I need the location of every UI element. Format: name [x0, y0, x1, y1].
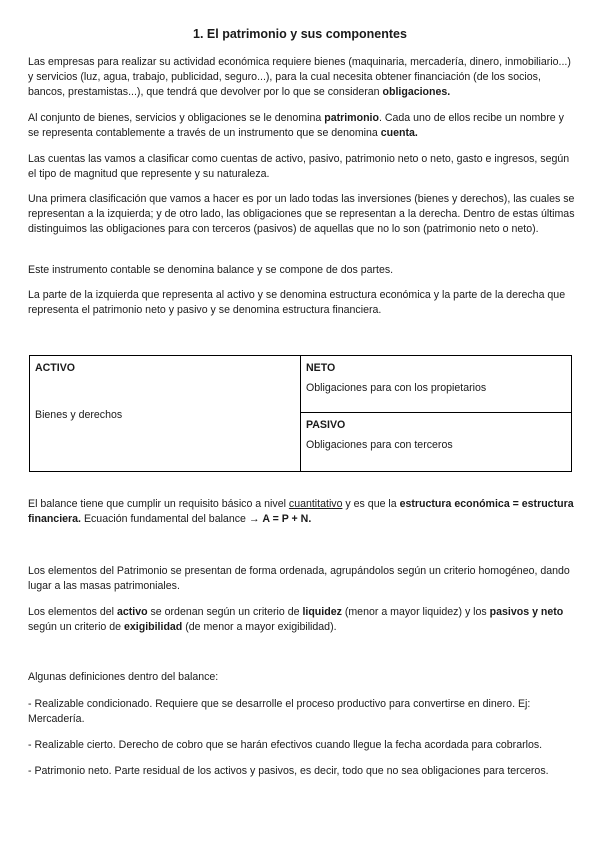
orden-text-3: (menor a mayor liquidez) y los	[341, 606, 490, 618]
pasivo-cell	[301, 413, 572, 472]
intro-bold: obligaciones.	[382, 86, 451, 98]
neto-heading: NETO	[306, 362, 336, 374]
paragraph-balance: Este instrumento contable se denomina balance y se compone de dos partes.	[28, 264, 394, 276]
orden-text-5: (de menor a mayor exigibilidad).	[182, 621, 337, 633]
paragraph-cuentas: Las cuentas las vamos a clasificar como cuentas de activo, pasivo, patrimonio neto o neto, gasto e ingresos, según el tipo de magnitud que represente y su naturaleza.	[28, 153, 570, 180]
patrimonio-text-1: Al conjunto de bienes, servicios y obligaciones se le denomina	[28, 112, 325, 124]
activo-heading: ACTIVO	[35, 362, 76, 374]
paragraph-estructura: La parte de la izquierda que representa al activo y se denomina estructura económica y la parte de la derecha que representa el patrimonio neto y pasivo y se denomina estructura financiera.	[28, 289, 566, 316]
ecuacion-text-1: El balance tiene que cumplir un requisito básico a nivel	[28, 498, 289, 510]
activo-cell	[30, 356, 301, 472]
orden-text-1: Los elementos del	[28, 606, 117, 618]
section-title: 1. El patrimonio y sus componentes	[193, 27, 407, 41]
paragraph-masas: Los elementos del Patrimonio se presentan de forma ordenada, agrupándolos según un criterio homogéneo, dando lugar a las masas patrimoniales.	[28, 565, 570, 592]
pasivo-heading: PASIVO	[306, 419, 346, 432]
cuantitativo-underline: cuantitativo	[288, 498, 343, 510]
exigibilidad-bold: exigibilidad	[124, 621, 183, 633]
pasivos-neto-bold: pasivos y neto	[489, 606, 564, 618]
definition-patrimonio-neto: - Patrimonio neto. Parte residual de los activos y pasivos, es decir, todo que no sea obligaciones para terceros.	[28, 765, 549, 777]
patrimonio-text-2: . Cada uno de ellos recibe un nombre y se representa contablemente a través de un instrumento que se denomina	[28, 112, 564, 139]
estructura-bold: estructura económica = estructura financiera.	[28, 498, 574, 525]
liquidez-bold: liquidez	[302, 606, 342, 618]
paragraph-clasificacion: Una primera clasificación que vamos a hacer es por un lado todas las inversiones (bienes y derechos), las cuales se representan a la izquierda; y de otro lado, las obligaciones que se representan a la derecha. Dentro de estas últimas distinguimos las obligaciones para con terceros (pasivos) de aquellas que no lo son (patrimonio neto o neto).	[28, 193, 575, 235]
ecuacion-text-3: Ecuación fundamental del balance →	[81, 513, 263, 525]
paragraph-intro	[28, 55, 576, 100]
activo-bold: activo	[116, 606, 148, 618]
orden-text-2: se ordenan según un criterio de	[147, 606, 303, 618]
cuenta-bold: cuenta.	[380, 127, 418, 139]
paragraph-orden	[28, 605, 576, 635]
patrimonio-bold: patrimonio	[324, 112, 379, 124]
formula-bold: A = P + N.	[262, 513, 312, 525]
orden-text-4: según un criterio de	[28, 621, 124, 633]
paragraph-patrimonio	[28, 111, 576, 141]
neto-cell	[301, 356, 572, 413]
definition-realizable-cierto: - Realizable cierto. Derecho de cobro que se harán efectivos cuando llegue la fecha acordada para cobrarlos.	[28, 739, 543, 751]
activo-description: Bienes y derechos	[35, 409, 123, 421]
ecuacion-text-2: y es que la	[342, 498, 400, 510]
paragraph-ecuacion	[28, 497, 576, 527]
neto-description: Obligaciones para con los propietarios	[306, 382, 487, 394]
paragraph-definiciones-intro: Algunas definiciones dentro del balance:	[28, 671, 219, 683]
balance-table	[29, 355, 572, 472]
intro-text: Las empresas para realizar su actividad económica requiere bienes (maquinaria, mercadería, dinero, inmobiliario...) y servicios (luz, agua, trabajo, publicidad, seguro...), para la cual necesita obtener financiación (de los socios, bancos, prestamistas...), que tendrá que devolver por lo que se consideran	[28, 56, 571, 98]
definition-realizable-condicionado: - Realizable condicionado. Requiere que se desarrolle el proceso productivo para convertirse en dinero. Ej: Mercadería.	[28, 698, 531, 725]
pasivo-description: Obligaciones para con terceros	[306, 439, 453, 452]
